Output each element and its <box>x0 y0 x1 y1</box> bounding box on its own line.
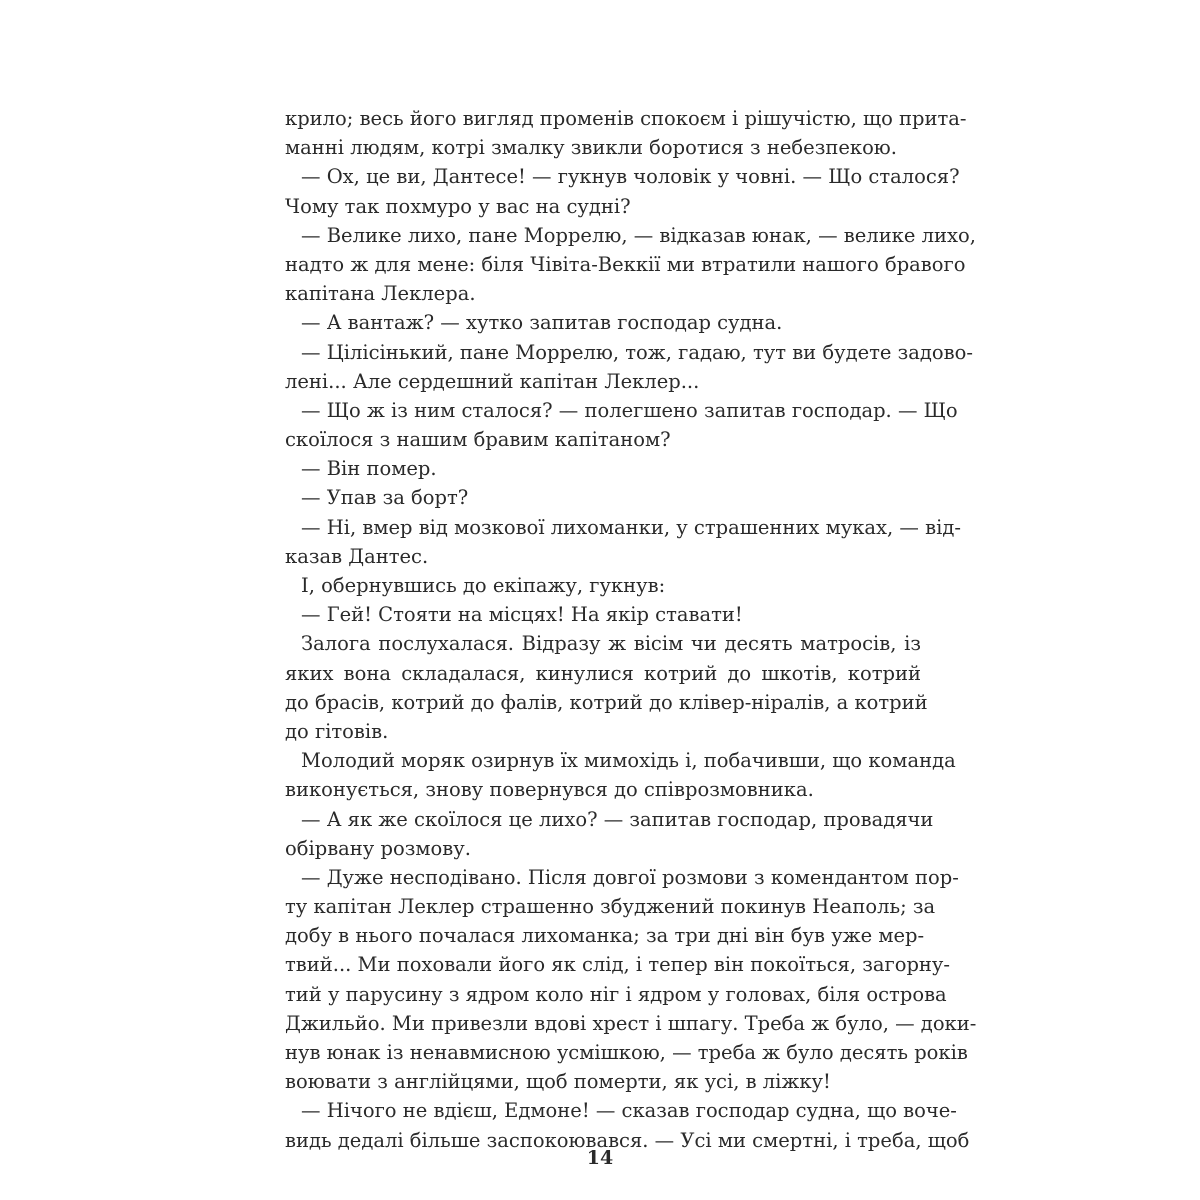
text-line: нув юнак із ненавмисною усмішкою, — треба ж було десять років <box>285 1041 968 1064</box>
text-line: манні людям, котрі змалку звикли боротися з небезпекою. <box>285 136 897 160</box>
text-line: воювати з англійцями, щоб померти, як усі, в ліжку! <box>285 1070 831 1094</box>
text-line: Джильйо. Ми привезли вдові хрест і шпагу. Треба ж було, — доки- <box>285 1011 977 1035</box>
text-line: І, обернувшись до екіпажу, гукнув: <box>301 574 666 597</box>
text-line: Залога послухалася. Відразу ж вісім чи десять матросів, із <box>301 632 921 656</box>
text-line: — Ні, вмер від мозкової лихоманки, у страшенних муках, — від- <box>301 515 961 539</box>
text-line: крило; весь його вигляд променів спокоєм і рішучістю, що прита- <box>285 107 967 130</box>
text-line: Чому так похмуро у вас на судні? <box>285 194 631 218</box>
text-line: твий... Ми поховали його як слід, і тепер він покоїться, загорну- <box>285 953 950 977</box>
text-line: видь дедалі більше заспокоювався. — Усі ми смертні, і треба, щоб <box>285 1128 970 1152</box>
text-line: — А вантаж? — хутко запитав господар судна. <box>301 311 783 335</box>
text-line: обірвану розмову. <box>285 836 471 860</box>
body-text <box>285 104 977 1155</box>
text-line: — Велике лихо, пане Моррелю, — відказав юнак, — велике лихо, <box>301 223 976 247</box>
text-line: виконується, знову повернувся до співрозмовника. <box>285 778 814 802</box>
text-line: — Дуже несподівано. Після довгої розмови з комендантом пор- <box>301 865 959 889</box>
text-line: — А як же скоїлося це лихо? — запитав господар, провадячи <box>301 807 934 831</box>
text-line: Молодий моряк озирнув їх мимохідь і, побачивши, що команда <box>301 749 956 773</box>
text-line: казав Дантес. <box>285 544 429 568</box>
text-line: добу в нього почалася лихоманка; за три дні він був уже мер- <box>285 924 925 948</box>
text-line: скоїлося з нашим бравим капітаном? <box>285 428 671 452</box>
text-line: тий у парусину з ядром коло ніг і ядром у головах, біля острова <box>285 982 947 1006</box>
text-line: яких вона складалася, кинулися котрий до шкотів, котрий <box>285 661 921 685</box>
text-line: — Нічого не вдієш, Едмоне! — сказав господар судна, що вочe- <box>301 1099 957 1123</box>
text-line: до брасів, котрий до фалів, котрий до клівер-ніралів, а котрий <box>285 690 928 714</box>
text-line: — Упав за борт? <box>301 486 469 510</box>
text-line: надто ж для мене: біля Чівіта-Веккії ми втратили нашого бравого <box>285 252 966 276</box>
text-line: до гітовів. <box>285 719 389 743</box>
text-line: лені... Але сердешний капітан Леклер... <box>285 369 700 393</box>
text-line: капітана Леклера. <box>285 282 476 306</box>
text-line: ту капітан Леклер страшенно збуджений покинув Неаполь; за <box>285 895 936 919</box>
text-line: — Він помер. <box>301 457 437 481</box>
text-line: — Що ж із ним сталося? — полегшено запитав господар. — Що <box>301 398 958 422</box>
text-line: — Гей! Стояти на місцях! На якір ставати! <box>301 603 743 627</box>
text-line: — Ох, це ви, Дантесе! — гукнув чоловік у човні. — Що сталося? <box>301 165 960 189</box>
text-line: — Цілісінький, пане Моррелю, тож, гадаю, тут ви будете задово- <box>301 340 973 364</box>
page-number: 14 <box>586 1147 614 1169</box>
